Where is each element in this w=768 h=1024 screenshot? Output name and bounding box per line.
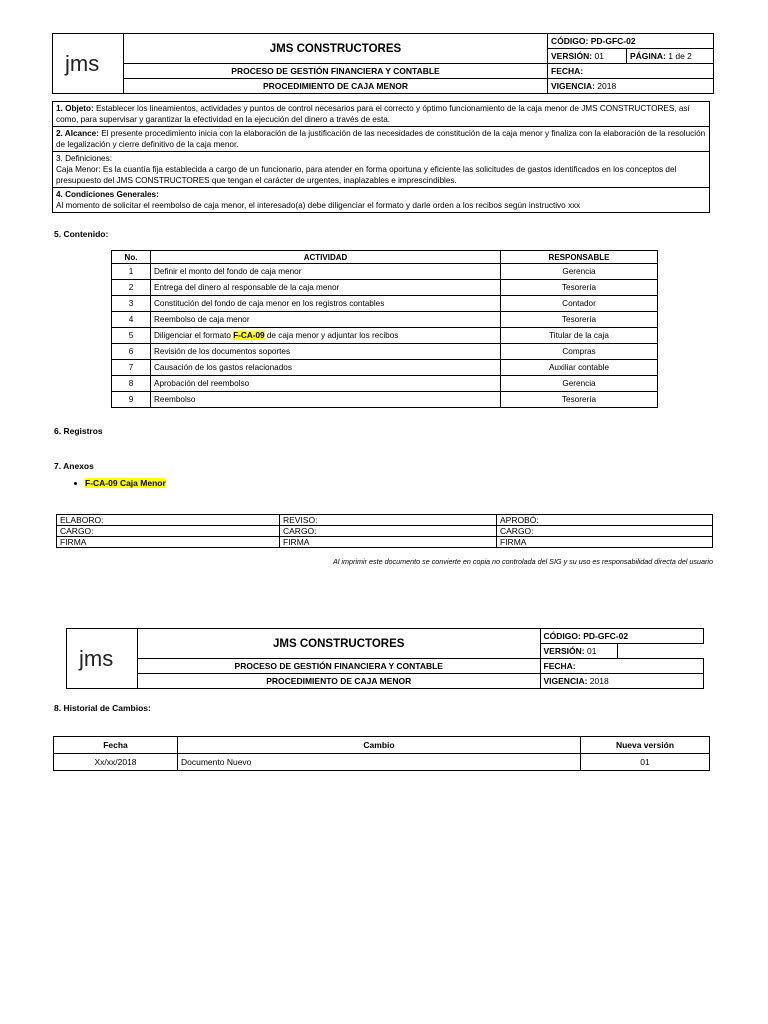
contenido-title: 5. Contenido: xyxy=(54,229,109,239)
table-row: 4 Reembolso de caja menor Tesorería xyxy=(112,312,658,328)
company-name: JMS CONSTRUCTORES xyxy=(124,34,548,64)
col-header-actividad: ACTIVIDAD xyxy=(151,251,501,264)
table-row: 3 Constitución del fondo de caja menor en los registros contables Contador xyxy=(112,296,658,312)
table-row: 7 Causación de los gastos relacionados Auxiliar contable xyxy=(112,360,658,376)
jms-logo-icon xyxy=(77,646,127,672)
table-row: Xx/xx/2018 Documento Nuevo 01 xyxy=(54,754,710,771)
signature-table xyxy=(56,514,713,548)
col-header-no: No. xyxy=(112,251,151,264)
table-row: 9 Reembolso Tesorería xyxy=(112,392,658,408)
svg-text:jms: jms xyxy=(79,645,114,671)
aprobo-cell: APROBÓ: xyxy=(497,515,713,526)
history-table xyxy=(53,736,710,771)
process-name: PROCESO DE GESTIÓN FINANCIERA Y CONTABLE xyxy=(138,659,541,674)
anexos-title: 7. Anexos xyxy=(54,461,94,471)
cargo-cell: CARGO: xyxy=(497,526,713,537)
info-table xyxy=(52,101,710,213)
procedure-name: PROCEDIMIENTO DE CAJA MENOR xyxy=(138,674,541,689)
col-header-cambio: Cambio xyxy=(178,737,581,754)
reviso-cell: REVISO: xyxy=(280,515,497,526)
pagina-cell: PÁGINA: 1 de 2 xyxy=(627,49,714,64)
jms-logo-icon xyxy=(63,51,113,77)
col-header-fecha: Fecha xyxy=(54,737,178,754)
definiciones-row: 3. Definiciones: Caja Menor: Es la cuantía fija establecida a cargo de un funcionario, para atender en forma oportuna y eficiente las solicitudes de gastos identificados en los conceptos del presupuesto del JMS CONSTRUCTORES que tengan el carácter de urgentes, inaplazables e imprescindibles. xyxy=(53,152,710,188)
vigencia-cell: VIGENCIA: 2018 xyxy=(548,79,714,94)
table-row: 2 Entrega del dinero al responsable de la caja menor Tesorería xyxy=(112,280,658,296)
bullet-icon xyxy=(74,482,77,485)
activity-table xyxy=(111,250,658,408)
procedure-name: PROCEDIMIENTO DE CAJA MENOR xyxy=(124,79,548,94)
cargo-cell: CARGO: xyxy=(280,526,497,537)
version-cell: VERSIÓN: 01 xyxy=(548,49,627,64)
firma-cell: FIRMA xyxy=(280,537,497,548)
disclaimer-text: Al imprimir este documento se convierte en copia no controlada del SIG y su uso es responsabilidad directa del usuario xyxy=(333,557,713,566)
firma-cell: FIRMA xyxy=(497,537,713,548)
objeto-row: 1. Objeto: Establecer los lineamientos, actividades y puntos de control necesarios para el correcto y óptimo funcionamiento de la caja menor de JMS CONSTRUCTORES, así como, para supervisar y garantizar la efectividad en la ejecución del dinero a través de esta. xyxy=(53,102,710,127)
company-name: JMS CONSTRUCTORES xyxy=(138,629,541,659)
table-row: 8 Aprobación del reembolso Gerencia xyxy=(112,376,658,392)
anexo-link[interactable]: F-CA-09 Caja Menor xyxy=(85,478,166,488)
company-logo xyxy=(67,629,138,689)
col-header-nueva-version: Nueva versión xyxy=(581,737,710,754)
vigencia-cell: VIGENCIA: 2018 xyxy=(540,674,704,689)
svg-text:jms: jms xyxy=(65,50,100,76)
table-row: 5 Diligenciar el formato F-CA-09 de caja menor y adjuntar los recibos Titular de la caja xyxy=(112,328,658,344)
firma-cell: FIRMA xyxy=(57,537,280,548)
codigo-cell: CÓDIGO: PD-GFC-02 xyxy=(540,629,704,644)
registros-title: 6. Registros xyxy=(54,426,103,436)
document-header xyxy=(52,33,714,94)
document-header-page2 xyxy=(66,628,704,689)
format-code-highlight: F-CA-09 xyxy=(233,331,265,340)
cargo-cell: CARGO: xyxy=(57,526,280,537)
anexo-list-item xyxy=(74,478,166,488)
condiciones-row: 4. Condiciones Generales: Al momento de solicitar el reembolso de caja menor, el interesado(a) debe diligenciar el formato y darle orden a los recibos según instructivo xxx xyxy=(53,188,710,213)
col-header-responsable: RESPONSABLE xyxy=(501,251,658,264)
process-name: PROCESO DE GESTIÓN FINANCIERA Y CONTABLE xyxy=(124,64,548,79)
fecha-cell: FECHA: xyxy=(548,64,714,79)
alcance-row: 2. Alcance: El presente procedimiento inicia con la elaboración de la justificación de las necesidades de constitución de la caja menor y finaliza con la elaboración de la resolución de legalización y cierre definitivo de la caja menor. xyxy=(53,127,710,152)
table-row: 6 Revisión de los documentos soportes Compras xyxy=(112,344,658,360)
fecha-cell: FECHA: xyxy=(540,659,704,674)
elaboro-cell: ELABORO: xyxy=(57,515,280,526)
codigo-cell: CÓDIGO: PD-GFC-02 xyxy=(548,34,714,49)
version-cell: VERSIÓN: 01 xyxy=(540,644,617,659)
company-logo xyxy=(53,34,124,94)
table-row: 1 Definir el monto del fondo de caja menor Gerencia xyxy=(112,264,658,280)
historial-title: 8. Historial de Cambios: xyxy=(54,703,151,713)
